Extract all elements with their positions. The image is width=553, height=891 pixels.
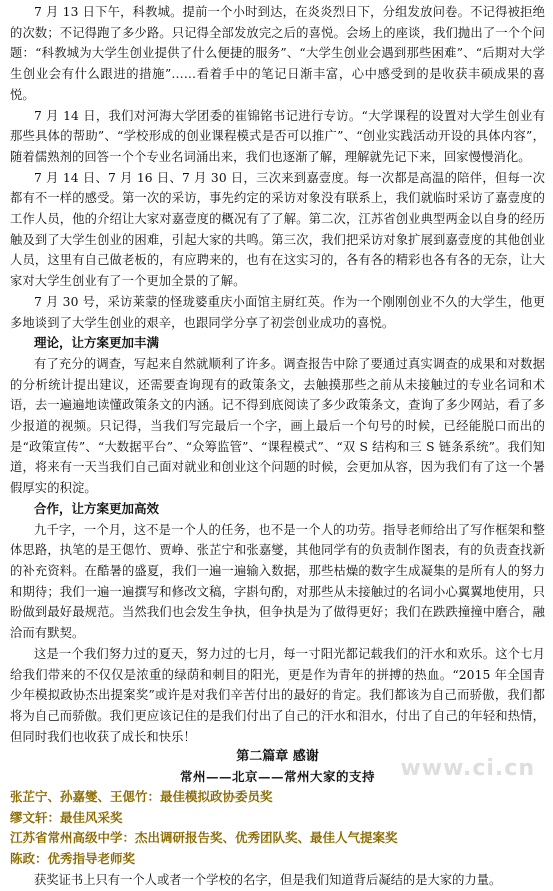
paragraph-hohai-interview: 7 月 14 日，我们对河海大学团委的崔锦铭书记进行专访。“大学课程的设置对大学生创业有那些具体的帮助”、“学校形成的创业课程模式是否可以推广”、“创业实践活动开设的具体内容”，随着儒熟剂的回答一个个专业名词涌出来，我们也逐渐了解，理解就先记下来，回家慢慢消化。: [10, 108, 545, 164]
chapter-title: 第二篇章 感谢: [236, 749, 319, 765]
paragraph-jiayidu-visits: 7 月 14 日、7 月 16 日、7 月 30 日，三次来到嘉壹度。每一次都是高温的陪伴，但每一次都有不一样的感受。第一次的采访，事先约定的采访对象没有联系上，我们就临时采访了嘉壹度的工作人员，他的介绍让大家对嘉壹度的概况有了了解。第二次，江苏省创业典型两金以自身的经历触及到了大学生创业的困难，引起大家的共鸣。第三次，我们把采访对象扩展到嘉壹度的其他创业人员，这里有自己做老板的，有应聘来的，也有在这实习的，各有各的精彩也各有各的无奈，让大家对大学生创业有了一个更加全景的了解。: [10, 170, 545, 289]
paragraph-cooperation: 九千字，一个月，这不是一个人的任务，也不是一个人的功劳。指导老师给出了写作框架和整体思路，执笔的是王偲竹、贾峥、张芷宁和张嘉燮，其他同学有的负责制作图表，有的负责查找新的补充资料。在酷暑的盛夏，我们一遍一遍输入数据，那些枯燥的数字生成凝集的是所有人的努力和期待；我们一遍一遍撰写和修改文稿，字斟句酌，对那些从未接触过的名词小心翼翼地使用，只盼做到最好最规范。当然我们也会发生争执，但争执是为了做得更好；我们在跌跌撞撞中磨合，融洽而有默契。: [10, 522, 545, 641]
paragraph-noodle-interview: 7 月 30 号，采访莱蒙的怪珑婆重庆小面馆主厨红英。作为一个刚刚创业不久的大学生，他更多地谈到了大学生创业的艰辛，也跟同学分享了初尝创业成功的喜悦。: [10, 294, 545, 330]
watermark-logo: www.ci.cn: [400, 756, 535, 781]
section-heading-cooperation: 合作，让方案更加高效: [34, 500, 160, 516]
award-line: 张芷宁、孙嘉燮、王偲竹：最佳模拟政协委员奖: [10, 789, 273, 805]
section-heading-theory: 理论，让方案更加丰满: [34, 335, 160, 351]
paragraph-keji-city: 7 月 13 日下午，科教城。提前一个小时到达，在炎炎烈日下，分组发放问卷。不记得被拒绝的次数；不记得跑了多少路。只记得全部发放完之后的喜悦。会场上的座谈，我们抛出了一个个问题：“科教城为大学生创业提供了什么便捷的服务”、“大学生创业会遇到那些困难”、“后期对大学生创业会有什么跟进的措施”……看着手中的笔记日渐丰富，心中感受到的是收获丰硕成果的喜悦。: [10, 5, 545, 102]
award-line: 缪文轩：最佳风采奖: [10, 809, 123, 825]
paragraph-summer: 这是一个我们努力过的夏天，努力过的七月，每一寸阳光都记载我们的汗水和欢乐。这个七月给我们带来的不仅仅是浓重的绿荫和刺目的阳光，更是作为青年的拼搏的热血。“2015 年全国青少年模拟政协杰出提案奖”或许是对我们辛苦付出的最好的肯定。我们都该为自己而骄傲，我们都将为自己而骄傲。我们更应该记住的是我们付出了自己的汗水和泪水，付出了自己的年轻和热情，但同时我们也收获了成长和快乐！: [10, 646, 545, 744]
award-line: 陈政：优秀指导老师奖: [10, 850, 136, 866]
closing-paragraph: 获奖证书上只有一个人或者一个学校的名字，但是我们知道背后凝结的是大家的力量。: [34, 873, 502, 888]
paragraph-theory: 有了充分的调查，写起来自然就顺利了许多。调查报告中除了要通过真实调查的成果和对数据的分析统计提出建议，还需要查询现有的政策条文，去触摸那些之前从未接触过的专业名词和术语，去一遍遍地读懂政策条文的内涵。记不得到底阅读了多少政策条文，查询了多少网站，看了多少报道的视频。只记得，当我们写完最后一个字，画上最后一个句号的时候，已经能脱口而出的是“政策宣传”、“大数据平台”、“众筹监管”、“课程模式”、“双 S 结构和三 S 链条系统”。我们知道，将来有一天当我们自己面对就业和创业这个问题的时候，会更加从容，因为我们有了这一个暑假厚实的积淀。: [10, 356, 545, 496]
chapter-subtitle: 常州——北京——常州大家的支持: [179, 769, 375, 785]
award-line: 江苏省常州高级中学：杰出调研报告奖、优秀团队奖、最佳人气提案奖: [10, 830, 398, 846]
